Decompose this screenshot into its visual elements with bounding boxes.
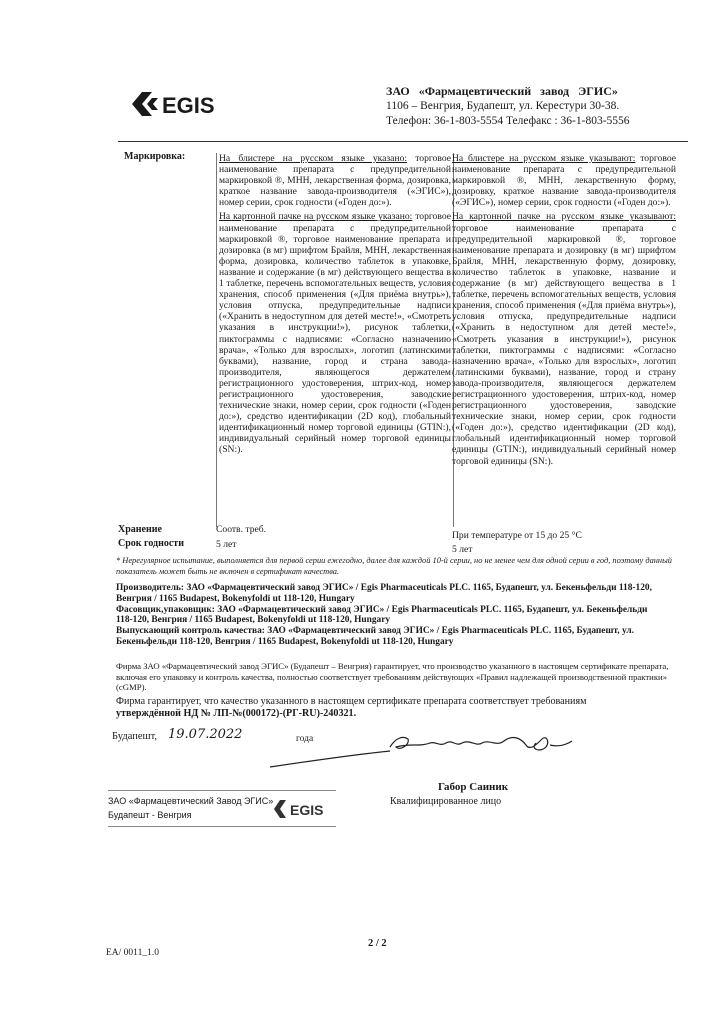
handwritten-signature [250, 725, 580, 775]
header-divider [118, 141, 688, 142]
column-2-blister-heading: На блистере на русском языке указывают: [452, 153, 636, 164]
shelf-life-label: Срок годности [118, 538, 184, 549]
signatory-title: Квалифицированное лицо [390, 796, 502, 807]
quality-guarantee [116, 696, 691, 720]
company-name: ЗАО «Фармацевтический завод ЭГИС» [386, 84, 618, 98]
producer-line: Производитель: ЗАО «Фармацевтический завод ЭГИС» / Egis Pharmaceuticals PLC. 1165, Будапешт, ул. Бекеньфельди 118-120, [116, 583, 652, 593]
signatory-name: Габор Саиник [438, 781, 509, 793]
column-1-carton [219, 211, 451, 455]
column-1-carton-heading: На картонной пачке на русском языке указано: [219, 211, 413, 223]
column-2-carton-text: торговое наименование препарата с предупредительной маркировкой ®, торговое наименование препарата и дозировку (в мг) шрифтом Брайля, МНН, лекарственную форму, дозировку, количество таблеток в упаковке, название и содержание (в мг) действующего вещества в 1 таблетке, перечень вспомогательных веществ, условия хранения, способ применения («Для приёма внутрь»), условия отпуска, предупредительные надписи («Хранить в недоступном для детей месте!», «Смотреть указания в инструкции!»), рисунок таблетки, пиктограммы с надписями: «Согласно назначению врача», «Только для взрослых», логотип (латинскими буквами), название, город и страну завода-производителя, являющегося держателем регистрационного удостоверения, штрих-код, номер регистрационного удостоверения, заводские технические знаки, номер серии, срок годности («Годен до:»), средство идентификации (2D код), глобальный идентификационный номер торговой единицы (GTIN:), индивидуальный серийный номер торговой единицы (SN:). [452, 222, 676, 467]
signing-year-suffix: года [296, 734, 314, 744]
stamp-company: ЗАО «Фармацевтический Завод ЭГИС» [108, 796, 274, 806]
labeling-column-1 [216, 153, 454, 527]
producer-block [116, 583, 696, 648]
company-phone: Телефон: 36-1-803-5554 Телефакс : 36-1-803-5556 [386, 115, 630, 127]
company-header [386, 84, 686, 129]
signing-place: Будапешт, [112, 731, 158, 742]
signing-date: 19.07.2022 [168, 727, 243, 742]
packager-line: Фасовщик,упаковщик: ЗАО «Фармацевтический завод ЭГИС» / Egis Pharmaceuticals PLC. 1165, Будапешт, ул. Бекеньфельди [116, 604, 648, 615]
gmp-guarantee: Фирма ЗАО «Фармацевтический завод ЭГИС» (Будапешт – Венгрия) гарантирует, что производство указанного в настоящем сертификате препарата, включая его упаковку и контроль качества, полностью соответствует требованиям действующих «Правил надлежащей производственной практики» (cGMP). [116, 661, 669, 693]
storage-label: Хранение [118, 524, 162, 535]
storage-value-1: Соотв. треб. [216, 524, 267, 535]
column-1-blister-heading: На блистере на русском языке указано: [219, 153, 408, 164]
shelf-life-value-1: 5 лет [216, 539, 237, 550]
column-1-blister [219, 153, 451, 208]
quality-control-line: Выпускающий контроль качества: ЗАО «Фармацевтический завод ЭГИС» / Egis Pharmaceuticals PLC. 1165, Будапешт, ул. [116, 626, 635, 637]
quality-control-line: Бекеньфельди 118-120, Венгрия / 1165 Budapest, Bokenyfoldi ut 118-120, Hungary [116, 636, 454, 647]
company-address: 1106 – Венгрия, Будапешт, ул. Керестури 30-38. [386, 100, 620, 112]
normative-document: утверждённой НД № ЛП-№(000172)-(РГ-RU)-240321. [116, 708, 357, 719]
stamp-city: Будапешт - Венгрия [108, 810, 192, 820]
column-2-carton-heading: На картонной пачке на русском языке указывают: [452, 211, 676, 223]
quality-guarantee-text: Фирма гарантирует, что качество указанного в настоящем сертификате препарата соответствует требованиям [116, 696, 587, 707]
producer-line: Венгрия / 1165 Budapest, Bokenyfoldi ut 118-120, Hungary [116, 593, 355, 604]
labeling-label: Маркировка: [124, 151, 186, 162]
logo-text: EGIS [162, 93, 215, 118]
packager-line: 118-120, Венгрия / 1165 Budapest, Bokenyfoldi ut 118-120, Hungary [116, 615, 391, 626]
egis-logo [128, 84, 228, 124]
column-2-blister [452, 153, 676, 208]
column-2-carton [452, 211, 676, 466]
page-number: 2 / 2 [368, 938, 387, 949]
column-2-blister-text: торговое наименование препарата с предупредительной маркировкой ®, МНН, лекарственную форму, дозировку, краткое название завода-производителя («ЭГИС»), номер серии, срок годности («Годен до:»). [452, 153, 676, 209]
column-1-blister-text: торговое наименование препарата с предупредительной маркировкой ®, МНН, лекарственная форма, дозировка, краткое название завода-производителя («ЭГИС»), номер серии, срок годности («Годен до:»). [219, 153, 451, 209]
storage-value-2: При температуре от 15 до 25 °С [452, 530, 582, 541]
footnote: * Нерегулярное испытание, выполняется для первой серии ежегодно, далее для каждой 10-й серии, но не менее чем для одной серии в год, поэтому данный показатель может быть не включен в сертификат качества. [116, 556, 672, 576]
column-1-carton-text: торговое наименование препарата с предупредительной маркировкой ®, торговое наименование препарата и дозировка (в мг) шрифтом Брайля, МНН, лекарственная форма, дозировка, количество таблеток в упаковке, название и содержание (в мг) действующего вещества в 1 таблетке, перечень вспомогательных веществ, условия хранения, способ применения («Для приёма внутрь»), условия отпуска, предупредительные надписи («Хранить в недоступном для детей месте!», «Смотреть указания в инструкции!»), рисунок таблетки, пиктограммы с надписями: «Согласно назначению врача», «Только для взрослых», логотип (латинскими буквами), название, город и страна завода-производителя, являющегося держателем регистрационного удостоверения, штрих-код, номер регистрационного удостоверения, заводские технические знаки, номер серии, срок годности («Годен до:»), средство идентификации (2D код), глобальный идентификационный номер торговой единицы (GTIN:), индивидуальный серийный номер торговой единицы (SN:). [219, 211, 451, 456]
company-stamp [108, 790, 336, 828]
document-code: EA/ 0011_1.0 [106, 948, 159, 958]
stamp-logo-text: EGIS [290, 802, 324, 818]
shelf-life-value-2: 5 лет [452, 544, 473, 555]
labeling-column-2 [452, 153, 676, 470]
